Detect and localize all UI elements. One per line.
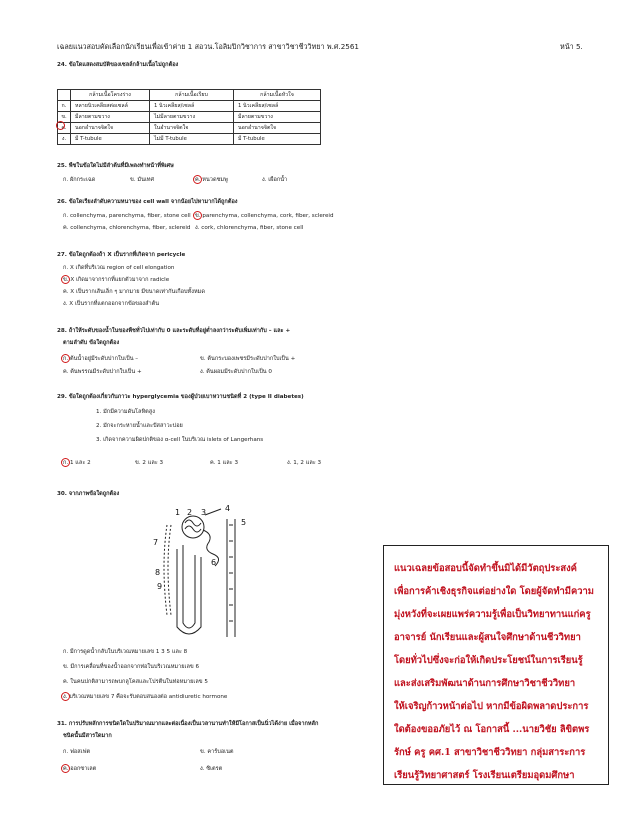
answer-circle-q25 bbox=[193, 175, 202, 184]
q24-cell: ในอำนาจจิตใจ bbox=[150, 123, 234, 134]
q29-statement-2: 2. มักจะกระหายน้ำและปัสสาวะบ่อย bbox=[96, 423, 183, 429]
q26-option-c: ค. collenchyma, chlorenchyma, fiber, sclereid bbox=[63, 225, 191, 231]
q24-row bbox=[58, 123, 321, 134]
q27-option-a: ก. X เกิดที่บริเวณ region of cell elongation bbox=[63, 265, 175, 271]
answer-circle-q27 bbox=[61, 275, 70, 284]
q24-cell: ไม่มีลายตามขวาง bbox=[150, 112, 234, 123]
q26-option-b: ข. parenchyma, collenchyma, cork, fiber, sclereid bbox=[195, 213, 334, 219]
answer-circle-q30 bbox=[61, 692, 70, 701]
note-line: แนวเฉลยข้อสอบนี้จัดทำขึ้นมิได้มีวัตถุประสงค์ bbox=[394, 563, 577, 574]
q30-option-a: ก. มีการดูดน้ำกลับในบริเวณหมายเลข 1 3 5 และ 8 bbox=[63, 649, 188, 655]
collecting-duct bbox=[227, 519, 235, 637]
note-line: อาจารย์ นักเรียนและผู้สนใจศึกษาด้านชีววิทยา bbox=[394, 632, 581, 643]
q24-cell: มี T-tubule bbox=[71, 134, 150, 145]
q30-title: 30. จากภาพข้อใดถูกต้อง bbox=[57, 491, 120, 497]
q30-option-d: ง. บริเวณหมายเลข 7 คือจะรับตอบสนองต่อ antidiuretic hormone bbox=[63, 694, 228, 700]
q24-title: 24. ข้อใดแสดงสมบัติของเซลล์กล้ามเนื้อไม่ถูกต้อง bbox=[57, 62, 179, 68]
diagram-label-2: 2 bbox=[187, 508, 193, 517]
q27-title: 27. ข้อใดถูกต้องถ้า X เป็นรากที่เกิดจาก pericycle bbox=[57, 252, 186, 258]
q29-option-c: ค. 1 และ 3 bbox=[210, 460, 239, 466]
q24-row bbox=[58, 134, 321, 145]
note-line: ใดต้องขออภัยไว้ ณ โอกาสนี้ ...นายวิชัย ลิขิตพร bbox=[394, 724, 590, 735]
q24-row-key: ข. bbox=[58, 112, 71, 123]
q31-option-d: ง. ซิเตรต bbox=[200, 766, 223, 772]
answer-circle-q24 bbox=[56, 121, 65, 130]
q31-subtitle: ชนิดนั้นมีสารใดมาก bbox=[63, 733, 112, 739]
diagram-label-9: 9 bbox=[157, 582, 163, 591]
note-line: ให้เจริญก้าวหน้าต่อไป หากมีข้อผิดพลาดประการ bbox=[394, 701, 589, 712]
q29-option-d: ง. 1, 2 และ 3 bbox=[287, 460, 322, 466]
q26-option-a: ก. collenchyma, parenchyma, fiber, stone cell bbox=[63, 213, 191, 219]
q29-title: 29. ข้อใดถูกต้องเกี่ยวกับภาวะ hyperglycemia ของผู้ป่วยเบาหวานชนิดที่ 2 (type II diabetes) bbox=[57, 394, 304, 400]
q28-subtitle: ตามลำดับ ข้อใดถูกต้อง bbox=[63, 340, 120, 346]
q24-col-cardiac: กล้ามเนื้อหัวใจ bbox=[234, 90, 321, 101]
q24-cell: มีลายตามขวาง bbox=[71, 112, 150, 123]
q31-option-a: ก. ฟอสเฟต bbox=[63, 749, 91, 755]
q24-cell: มี T-tubule bbox=[234, 134, 321, 145]
q31-title: 31. การปรับหลักการขนิดใดในปริมาณมากและต่อเนื่องเป็นเวลานานทำให้มีโอกาสเป็นนิ่วได้ง่าย เมื่อจากหลัก bbox=[57, 721, 319, 727]
note-line: มุ่งหวังที่จะเผยแพร่ความรู้เพื่อเป็นวิทยาทานแก่ครู bbox=[394, 609, 591, 620]
q24-cell: นอกอำนาจจิตใจ bbox=[71, 123, 150, 134]
q25-option-d: ง. เผือกน้ำ bbox=[262, 177, 288, 183]
bowman-capsule bbox=[182, 516, 204, 538]
q25-option-c: ค. หนวดชมพู bbox=[195, 177, 228, 183]
nephron-diagram bbox=[145, 505, 255, 645]
q24-cell: ไม่มี T-tubule bbox=[150, 134, 234, 145]
q25-title: 25. พืชในข้อใดไม่มีลำต้นที่มีเพลงทำหน้าที่พิเศษ bbox=[57, 163, 174, 169]
answer-circle-q28 bbox=[61, 354, 70, 363]
q28-option-a: ก. ต้นน้ำอยู่มีระดับปากใบเป็น – bbox=[63, 356, 139, 362]
q24-col-skeletal: กล้ามเนื้อโครงร่าง bbox=[71, 90, 150, 101]
q24-cell: มีลายตามขวาง bbox=[234, 112, 321, 123]
diagram-label-3: 3 bbox=[201, 508, 207, 517]
answer-circle-q31 bbox=[61, 764, 70, 773]
q25-option-b: ข. มันเทศ bbox=[130, 177, 155, 183]
blood-vessel bbox=[164, 525, 171, 615]
q24-table bbox=[57, 89, 321, 145]
disclaimer-note bbox=[383, 545, 609, 785]
answer-circle-q26 bbox=[193, 211, 202, 220]
q24-cell: 1 นิวเคลียส/เซลล์ bbox=[150, 101, 234, 112]
loop-outer bbox=[177, 549, 201, 634]
answer-circle-q29 bbox=[61, 458, 70, 467]
q27-option-b: ข. X เกิดมาจากรากที่แยกตัวมาจาก radicle bbox=[63, 277, 170, 283]
q25-option-a: ก. ผักกระเฉด bbox=[63, 177, 96, 183]
diagram-label-8: 8 bbox=[155, 568, 161, 577]
q29-option-a: ก. 1 และ 2 bbox=[63, 460, 91, 466]
q24-row-key: ง. bbox=[58, 134, 71, 145]
diagram-label-7: 7 bbox=[153, 538, 159, 547]
diagram-label-5: 5 bbox=[241, 518, 247, 527]
note-line: เพื่อการค้าเชิงธุรกิจแต่อย่างใด โดยผู้จัดทำมีความ bbox=[394, 586, 594, 597]
diagram-label-6: 6 bbox=[211, 558, 217, 567]
q31-option-c: ค. ออกซาเลต bbox=[63, 766, 97, 772]
diagram-label-1: 1 bbox=[175, 508, 181, 517]
q24-header-row bbox=[58, 90, 321, 101]
q24-cell: หลายนิวเคลียสต่อเซลล์ bbox=[71, 101, 150, 112]
q30-option-b: ข. มีการเคลื่อนที่ของน้ำออกจากท่อในบริเวณหมายเลข 6 bbox=[63, 664, 200, 670]
collecting-duct-cells bbox=[229, 525, 233, 621]
q26-option-d: ง. cork, chlorenchyma, fiber, stone cell bbox=[195, 225, 304, 231]
loop-of-henle bbox=[183, 545, 195, 628]
q27-option-c: ค. X เป็นรากเส้นเล็ก ๆ มากมาย มีขนาดเท่ากันเกือบทั้งหมด bbox=[63, 289, 205, 295]
q28-option-b: ข. ต้นกระบองเพชรมีระดับปากใบเป็น + bbox=[200, 356, 296, 362]
q29-option-b: ข. 2 และ 3 bbox=[135, 460, 164, 466]
q24-row bbox=[58, 101, 321, 112]
q27-option-d: ง. X เป็นรากที่แตกออกจากข้อของลำต้น bbox=[63, 301, 160, 307]
q24-cell: นอกอำนาจจิตใจ bbox=[234, 123, 321, 134]
page-number: หน้า 5. bbox=[560, 42, 583, 51]
q29-statement-1: 1. มักมีความดันโลหิตสูง bbox=[96, 409, 155, 415]
note-line: เรียนรู้วิทยาศาสตร์ โรงเรียนเตรียมอุดมศึกษา bbox=[394, 770, 575, 781]
label-line-4 bbox=[205, 509, 221, 515]
q24-col-smooth: กล้ามเนื้อเรียบ bbox=[150, 90, 234, 101]
q24-row-key: ค. bbox=[58, 123, 71, 134]
q31-option-b: ข. คาร์บอเนต bbox=[200, 749, 234, 755]
diagram-label-4: 4 bbox=[225, 505, 231, 513]
q24-header-blank bbox=[58, 90, 71, 101]
q24-cell: 1 นิวเคลียส/เซลล์ bbox=[234, 101, 321, 112]
note-line: โดยทั่วไปซึ่งจะก่อให้เกิดประโยชน์ในการเรียนรู้ bbox=[394, 655, 583, 666]
note-line: รักษ์ ครู คศ.1 สาขาวิชาชีววิทยา กลุ่มสาระการ bbox=[394, 747, 586, 758]
q28-option-d: ง. ต้นผอมมีระดับปากใบเป็น 0 bbox=[200, 369, 272, 375]
q30-option-c: ค. ในคนปกติสามารถพบกลูโคสและโปรตีนในท่อหมายเลข 5 bbox=[63, 679, 208, 685]
q24-row bbox=[58, 112, 321, 123]
note-line: และส่งเสริมพัฒนาด้านการศึกษาวิชาชีววิทยา bbox=[394, 678, 576, 689]
q24-row-key: ก. bbox=[58, 101, 71, 112]
q28-option-c: ค. ต้นพรรณมีระดับปากใบเป็น + bbox=[63, 369, 142, 375]
q29-statement-3: 3. เกิดจากความผิดปกติของ α-cell ในบริเวณ islets of Langerhans bbox=[96, 437, 264, 443]
glomerulus bbox=[185, 520, 201, 532]
page-header: เฉลยแนวสอบคัดเลือกนักเรียนเพื่อเข้าค่าย 1 สอวน.โอลิมปิกวิชาการ สาขาวิชาชีววิทยา พ.ศ.2561 bbox=[57, 42, 360, 51]
q26-title: 26. ข้อใดเรียงลำดับความหนาของ cell wall จากน้อยไปหามากได้ถูกต้อง bbox=[57, 199, 238, 205]
q28-title: 28. ถ้าให้ระดับของน้ำในของพืชทั่วไปเท่ากับ 0 และระดับที่อยู่ต่ำลงกว่าระดับเพิ่มเท่ากับ – และ + bbox=[57, 328, 291, 334]
